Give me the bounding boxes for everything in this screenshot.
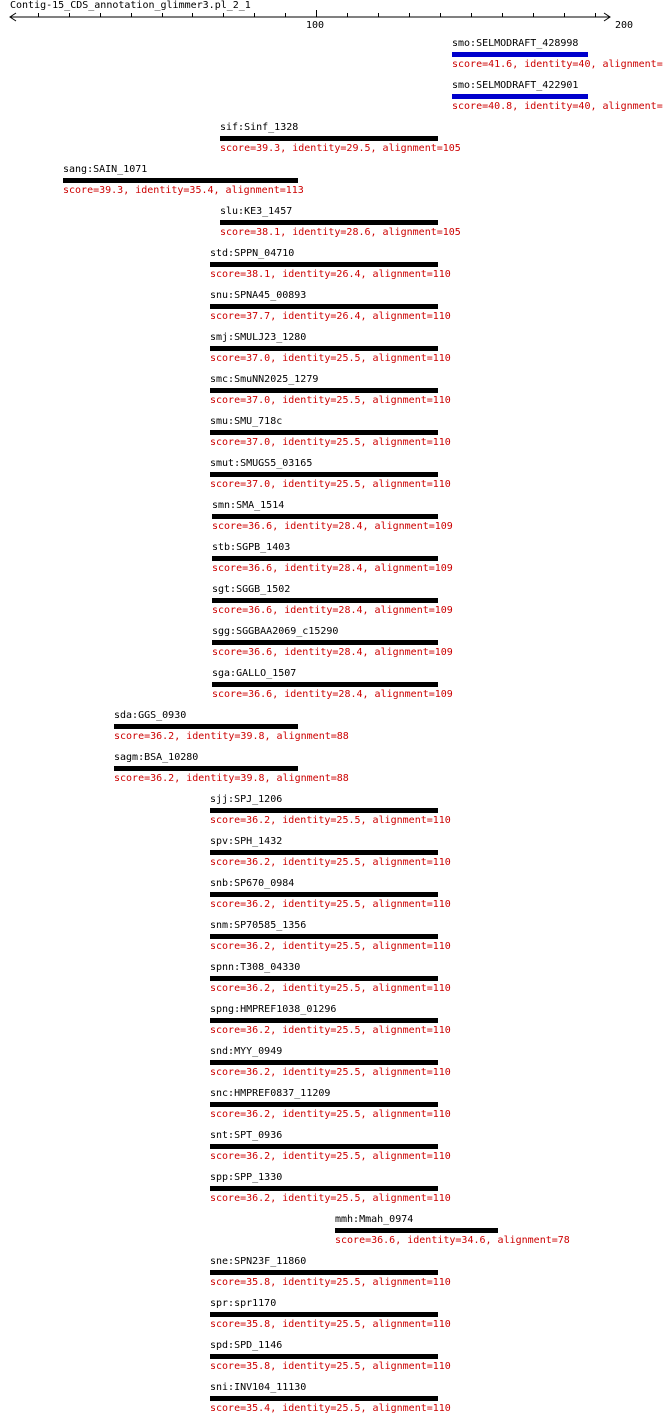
hit-label[interactable]: sgg:SGGBAA2069_c15290 <box>212 626 339 637</box>
ruler-ticks <box>39 10 596 17</box>
hit-score-text: score=36.2, identity=25.5, alignment=110 <box>210 1193 451 1204</box>
hit-score-text: score=36.6, identity=28.4, alignment=109 <box>212 689 453 700</box>
hit-score-text: score=39.3, identity=29.5, alignment=105 <box>220 143 461 154</box>
hit-label[interactable]: sga:GALLO_1507 <box>212 668 297 679</box>
hit-alignment-bar[interactable] <box>210 304 438 309</box>
hit-label[interactable]: stb:SGPB_1403 <box>212 542 291 553</box>
hit-label[interactable]: sjj:SPJ_1206 <box>210 794 283 805</box>
hit-label[interactable]: spp:SPP_1330 <box>210 1172 283 1183</box>
hit-score-text: score=36.2, identity=25.5, alignment=110 <box>210 899 451 910</box>
hit-score-text: score=36.2, identity=25.5, alignment=110 <box>210 815 451 826</box>
ruler-tick-label: 100 <box>306 20 325 31</box>
hit-alignment-bar[interactable] <box>210 388 438 393</box>
hit-label[interactable]: spng:HMPREF1038_01296 <box>210 1004 337 1015</box>
hit-label[interactable]: snt:SPT_0936 <box>210 1130 283 1141</box>
hit-alignment-bar[interactable] <box>210 1102 438 1107</box>
hit-label[interactable]: std:SPPN_04710 <box>210 248 295 259</box>
hit-alignment-bar[interactable] <box>210 808 438 813</box>
hit-label[interactable]: smc:SmuNN2025_1279 <box>210 374 319 385</box>
hit-label[interactable]: slu:KE3_1457 <box>220 206 293 217</box>
hit-alignment-bar[interactable] <box>210 346 438 351</box>
hit-alignment-bar[interactable] <box>210 262 438 267</box>
hit-alignment-bar[interactable] <box>114 724 298 729</box>
hit-alignment-bar[interactable] <box>220 136 438 141</box>
hit-score-text: score=41.6, identity=40, alignment= <box>452 59 663 70</box>
hit-alignment-bar[interactable] <box>212 682 438 687</box>
hit-alignment-bar[interactable] <box>210 1270 438 1275</box>
hit-label[interactable]: sang:SAIN_1071 <box>63 164 148 175</box>
hit-label[interactable]: spnn:T308_04330 <box>210 962 301 973</box>
hit-score-text: score=36.2, identity=39.8, alignment=88 <box>114 773 349 784</box>
hit-score-text: score=37.7, identity=26.4, alignment=110 <box>210 311 451 322</box>
hit-alignment-bar[interactable] <box>210 892 438 897</box>
hit-alignment-bar[interactable] <box>210 934 438 939</box>
hit-score-text: score=38.1, identity=28.6, alignment=105 <box>220 227 461 238</box>
hit-alignment-bar[interactable] <box>212 598 438 603</box>
hit-alignment-bar[interactable] <box>210 1354 438 1359</box>
hit-label[interactable]: sif:Sinf_1328 <box>220 122 299 133</box>
hit-label[interactable]: spr:spr1170 <box>210 1298 277 1309</box>
hit-alignment-bar[interactable] <box>63 178 298 183</box>
hit-label[interactable]: smo:SELMODRAFT_428998 <box>452 38 579 49</box>
hit-label[interactable]: spd:SPD_1146 <box>210 1340 283 1351</box>
hit-label[interactable]: snm:SP70585_1356 <box>210 920 307 931</box>
hit-alignment-bar[interactable] <box>210 1396 438 1401</box>
hit-score-text: score=39.3, identity=35.4, alignment=113 <box>63 185 304 196</box>
hit-score-text: score=36.6, identity=28.4, alignment=109 <box>212 563 453 574</box>
hit-label[interactable]: snb:SP670_0984 <box>210 878 295 889</box>
hit-score-text: score=37.0, identity=25.5, alignment=110 <box>210 479 451 490</box>
hit-label[interactable]: snc:HMPREF0837_11209 <box>210 1088 331 1099</box>
hit-score-text: score=37.0, identity=25.5, alignment=110 <box>210 353 451 364</box>
hit-score-text: score=36.2, identity=25.5, alignment=110 <box>210 1109 451 1120</box>
hit-label[interactable]: smj:SMULJ23_1280 <box>210 332 307 343</box>
hit-alignment-bar[interactable] <box>210 472 438 477</box>
hit-score-text: score=35.8, identity=25.5, alignment=110 <box>210 1319 451 1330</box>
hit-label[interactable]: sne:SPN23F_11860 <box>210 1256 307 1267</box>
hit-label[interactable]: snu:SPNA45_00893 <box>210 290 307 301</box>
hit-score-text: score=36.2, identity=25.5, alignment=110 <box>210 941 451 952</box>
hit-alignment-bar[interactable] <box>210 850 438 855</box>
hit-alignment-bar[interactable] <box>210 1060 438 1065</box>
hit-label[interactable]: smut:SMUGS5_03165 <box>210 458 313 469</box>
hit-score-text: score=36.2, identity=25.5, alignment=110 <box>210 1067 451 1078</box>
hit-score-text: score=36.2, identity=25.5, alignment=110 <box>210 1025 451 1036</box>
hit-label[interactable]: sda:GGS_0930 <box>114 710 187 721</box>
hit-label[interactable]: sgt:SGGB_1502 <box>212 584 291 595</box>
hit-label[interactable]: spv:SPH_1432 <box>210 836 283 847</box>
hit-alignment-bar[interactable] <box>210 1144 438 1149</box>
hit-score-text: score=38.1, identity=26.4, alignment=110 <box>210 269 451 280</box>
hit-score-text: score=35.8, identity=25.5, alignment=110 <box>210 1277 451 1288</box>
hit-alignment-bar[interactable] <box>210 976 438 981</box>
hit-alignment-bar[interactable] <box>210 1186 438 1191</box>
hit-score-text: score=36.2, identity=25.5, alignment=110 <box>210 1151 451 1162</box>
hit-score-text: score=36.2, identity=39.8, alignment=88 <box>114 731 349 742</box>
hit-score-text: score=36.6, identity=28.4, alignment=109 <box>212 605 453 616</box>
hit-alignment-bar[interactable] <box>210 1018 438 1023</box>
hit-label[interactable]: smn:SMA_1514 <box>212 500 285 511</box>
hit-score-text: score=35.4, identity=25.5, alignment=110 <box>210 1403 451 1414</box>
hit-alignment-bar[interactable] <box>210 430 438 435</box>
ruler-tick-label: 200 <box>615 20 634 31</box>
hit-alignment-bar[interactable] <box>452 52 588 57</box>
hit-alignment-bar[interactable] <box>210 1312 438 1317</box>
hit-label[interactable]: smu:SMU_718c <box>210 416 283 427</box>
hit-score-text: score=36.6, identity=28.4, alignment=109 <box>212 647 453 658</box>
hit-score-text: score=36.6, identity=34.6, alignment=78 <box>335 1235 570 1246</box>
hit-score-text: score=37.0, identity=25.5, alignment=110 <box>210 395 451 406</box>
hit-label[interactable]: smo:SELMODRAFT_422901 <box>452 80 579 91</box>
hit-score-text: score=36.2, identity=25.5, alignment=110 <box>210 857 451 868</box>
hit-alignment-bar[interactable] <box>114 766 298 771</box>
hit-alignment-bar[interactable] <box>212 556 438 561</box>
hit-label[interactable]: mmh:Mmah_0974 <box>335 1214 414 1225</box>
hit-label[interactable]: sagm:BSA_10280 <box>114 752 199 763</box>
hit-score-text: score=36.6, identity=28.4, alignment=109 <box>212 521 453 532</box>
page-title: Contig-15_CDS_annotation_glimmer3.pl_2_1 <box>10 0 251 11</box>
hit-alignment-bar[interactable] <box>212 640 438 645</box>
hit-alignment-bar[interactable] <box>335 1228 498 1233</box>
hit-alignment-bar[interactable] <box>220 220 438 225</box>
hit-alignment-bar[interactable] <box>452 94 588 99</box>
hit-label[interactable]: snd:MYY_0949 <box>210 1046 283 1057</box>
hit-score-text: score=37.0, identity=25.5, alignment=110 <box>210 437 451 448</box>
hit-score-text: score=36.2, identity=25.5, alignment=110 <box>210 983 451 994</box>
hit-score-text: score=35.8, identity=25.5, alignment=110 <box>210 1361 451 1372</box>
hit-alignment-bar[interactable] <box>212 514 438 519</box>
hit-score-text: score=40.8, identity=40, alignment= <box>452 101 663 112</box>
hit-label[interactable]: sni:INV104_11130 <box>210 1382 307 1393</box>
